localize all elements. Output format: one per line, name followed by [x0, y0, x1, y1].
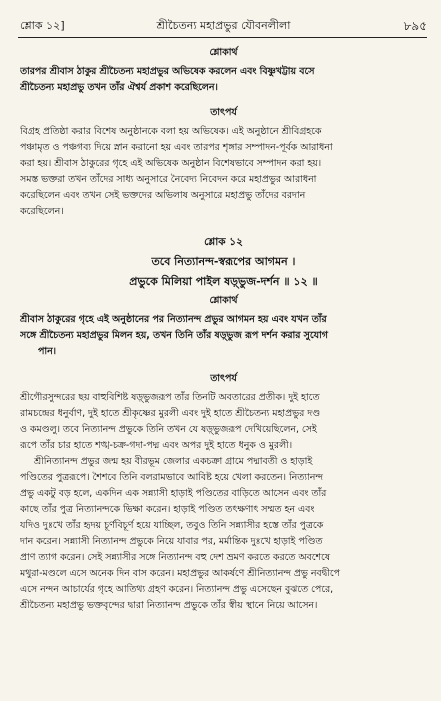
translation-line: শ্রীবাস ঠাকুরের গৃহে এই অনুষ্ঠানের পর নিত্যানন্দ প্রভুর আগমন হয় এবং যখন তাঁর	[20, 314, 327, 325]
purport-line: প্রভু একটু বড় হলে, একদিন এক সন্ন্যাসী হাড়াই পণ্ডিতের বাড়িতে আসেন এবং তাঁর	[20, 488, 327, 499]
purport-line: শ্রীনিত্যানন্দ প্রভুর জন্ম হয় বীরভূম জেলার একচক্রা গ্রামে পদ্মাবতী ও হাড়াই	[34, 456, 313, 467]
translation-heading-2: শ্লোকার্থ	[209, 295, 238, 306]
purport-line: পঞ্চামৃত ও পঞ্চগব্য দিয়ে স্নান করানো হয় এবং তারপর শৃঙ্গার সম্পাদন-পূর্বক আরাধনা	[20, 142, 333, 153]
purport-line: করা হয়। শ্রীবাস ঠাকুরের গৃহে এই অভিষেক অনুষ্ঠান বিশেষভাবে সম্পাদন করা হয়।	[20, 158, 322, 169]
translation-line: পান।	[38, 346, 57, 357]
purport-line: পণ্ডিতের পুত্ররূপে। শৈশবে তিনি বলরামভাবে আবিষ্ট হয়ে খেলা করতেন। নিত্যানন্দ	[20, 472, 323, 483]
purport-heading-2: তাৎপর্য	[210, 373, 237, 384]
page-number: ৮৯৫	[403, 19, 427, 33]
purport-line: দান করেন। সন্ন্যাসী নিত্যানন্দ প্রভুকে নিয়ে যাবার পর, মর্মান্তিক দুঃখে হাড়াই পণ্ডিত	[20, 536, 323, 547]
page-body	[20, 46, 427, 614]
header-rule	[18, 37, 427, 38]
verse-number: শ্লোক ১২	[204, 236, 243, 248]
running-header	[20, 16, 427, 36]
purport-line: প্রাণ ত্যাগ করেন। সেই সন্ন্যাসীর সঙ্গে নিত্যানন্দ বহু দেশ ভ্রমণ করতে করতে অবশেষে	[20, 552, 330, 563]
translation-line: শ্রীচৈতন্য মহাপ্রভু তখন তাঁর ঐশ্বর্য প্রকাশ করেছিলেন।	[20, 82, 218, 93]
purport-line: এসে নন্দন আচার্যের গৃহে আতিথ্য গ্রহণ করেন। নিত্যানন্দ প্রভু এসেছেন বুঝতে পেরে,	[20, 584, 334, 595]
translation-text-2	[20, 312, 427, 360]
purport-line: সমস্ত ভক্তরা তখন তাঁদের সাধ্য অনুসারে নৈবেদ্য নিবেদন করে মহাপ্রভুর আরাধনা	[20, 174, 317, 185]
purport-text-2	[20, 390, 427, 614]
purport-line: করেছিলেন এবং তখন সেই ভক্তদের অভিলাষ অনুসারে মহাপ্রভু তাঁদের বরদান	[20, 190, 306, 201]
translation-line: সঙ্গে শ্রীচৈতন্য মহাপ্রভুর মিলন হয়, তখন তিনি তাঁর ষড়্‌ভুজ রূপ দর্শন করার সুযোগ	[20, 330, 328, 341]
purport-line: শ্রীগৌরসুন্দরের ছয় বাহুবিশিষ্ট ষড়্‌ভুজরূপ তাঁর তিনটি অবতারের প্রতীক। দুই হাতে	[20, 392, 320, 403]
verse-line-2: প্রভুকে মিলিয়া পাইল ষড়্‌ভুজ-দর্শন ॥ ১২ ॥	[129, 275, 318, 288]
purport-line: রূপে তাঁর চার হাতে শঙ্খ-চক্র-গদা-পদ্ম এবং অপর দুই হাতে ধনুক ও মুরলী।	[20, 440, 293, 451]
translation-line: তারপর শ্রীবাস ঠাকুর শ্রীচৈতন্য মহাপ্রভুর অভিষেক করলেন এবং বিষ্ণুখট্টায় বসে	[20, 66, 315, 77]
purport-text-1	[20, 124, 427, 220]
header-verse-ref: শ্লোক ১২]	[20, 19, 65, 32]
purport-line: ও কমণ্ডলু। তবে নিত্যানন্দ প্রভুকে তিনি তখন যে ষড়্‌ভুজরূপ দেখিয়েছিলেন, সেই	[20, 424, 317, 435]
purport-line: করেছিলেন।	[20, 206, 64, 217]
translation-text-1	[20, 64, 427, 96]
purport-line: মথুরা-মণ্ডলে এসে অনেক দিন বাস করেন। মহাপ্রভুর আকর্ষণে শ্রীনিত্যানন্দ প্রভু নবদ্বীপে	[20, 568, 341, 579]
purport-line: বিগ্রহ প্রতিষ্ঠা করার বিশেষ অনুষ্ঠানকে বলা হয় অভিষেক। এই অনুষ্ঠানে শ্রীবিগ্রহকে	[20, 126, 322, 137]
purport-heading-1: তাৎপর্য	[210, 107, 237, 118]
purport-line: রামচন্দ্রের ধনুর্বাণ, দুই হাতে শ্রীকৃষ্ণের মুরলী এবং দুই হাতে শ্রীচৈতন্য মহাপ্রভুর দণ্ড	[20, 408, 321, 419]
purport-line: শ্রীচৈতন্য মহাপ্রভু ভক্তবৃন্দের দ্বারা নিত্যানন্দ প্রভুকে তাঁর স্বীয় স্থানে নিয়ে আসেন।	[20, 600, 318, 611]
purport-line: যদিও দুঃখে তাঁর হৃদয় চূর্ণবিচূর্ণ হয়ে যাচ্ছিল, তবুও তিনি সন্ন্যাসীর হস্তে তাঁর পুত্রকে	[20, 520, 324, 531]
verse-line-1: তবে নিত্যানন্দ-স্বরূপের আগমন ।	[151, 255, 296, 268]
translation-heading-1: শ্লোকার্থ	[209, 47, 238, 58]
header-title: শ্রীচৈতন্য মহাপ্রভুর যৌবনলীলা	[156, 19, 291, 32]
purport-line: কাছে তাঁর পুত্র নিত্যানন্দকে ভিক্ষা করেন। হাড়াই পণ্ডিত তৎক্ষণাৎ সম্মত হন এবং	[20, 504, 315, 515]
